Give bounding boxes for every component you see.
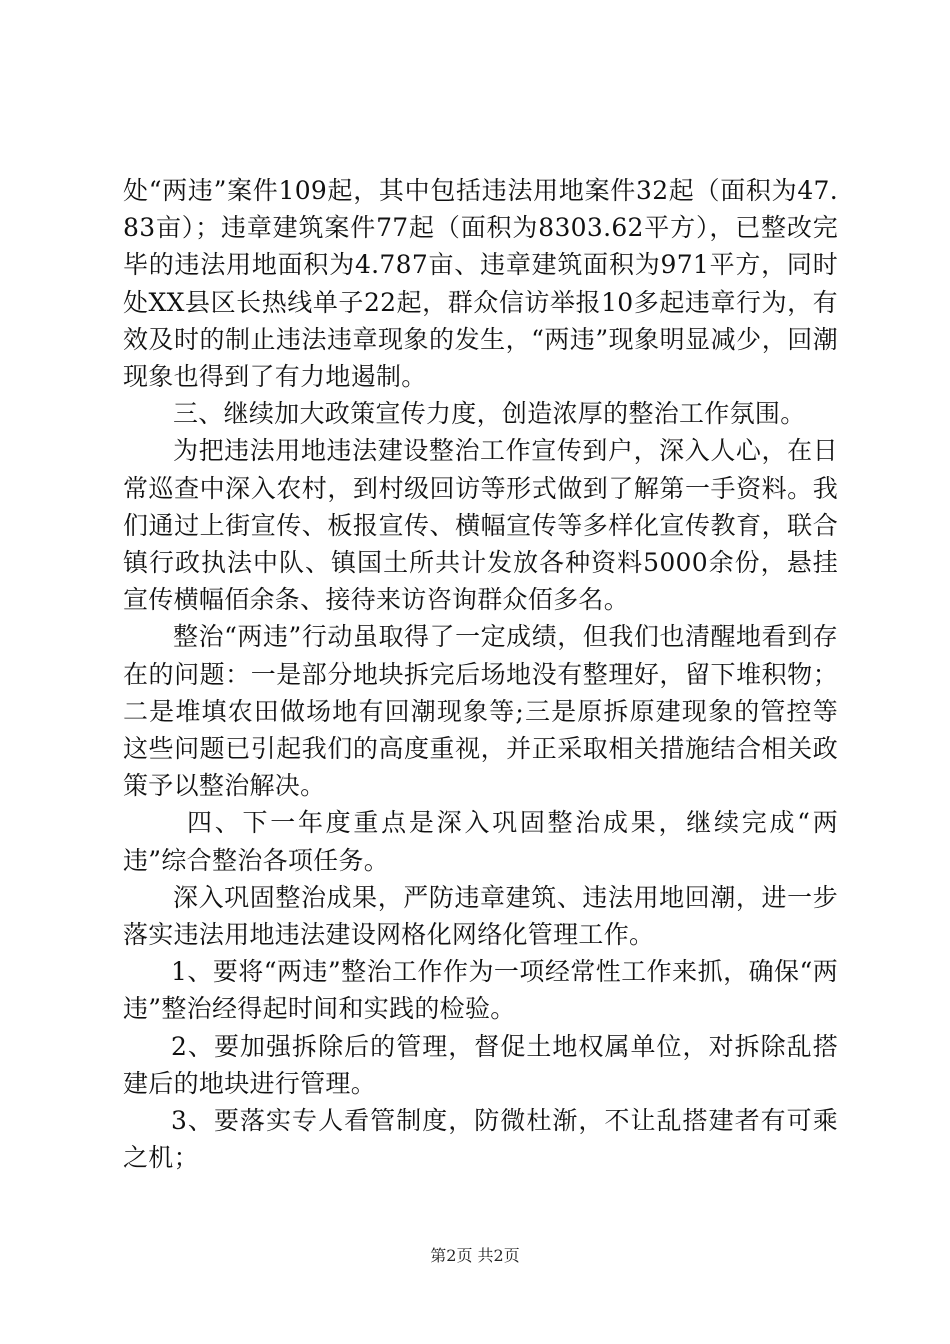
paragraph-heading-publicity: 三、继续加大政策宣传力度，创造浓厚的整治工作氛围。 [173, 399, 806, 429]
document-body [123, 172, 838, 1176]
paragraph-item-3: 3、要落实专人看管制度，防微杜渐，不让乱搭建者有可乘之机； [123, 1106, 838, 1173]
paragraph-item-1: 1、要将“两违”整治工作作为一项经常性工作来抓，确保“两违”整治经得起时间和实践的检验。 [123, 957, 838, 1024]
paragraph-item-2: 2、要加强拆除后的管理，督促土地权属单位，对拆除乱搭建后的地块进行管理。 [123, 1031, 838, 1098]
paragraph-case-statistics: 处“两违”案件109起，其中包括违法用地案件32起（面积为47.83亩）；违章建筑案件77起（面积为8303.62平方），已整改完毕的违法用地面积为4.787亩、违章建筑面积为971平方，同时处XX县区长热线单子22起，群众信访举报10多起违章行为，有效及时的制止违法违章现象的发生，“两违”现象明显减少，回潮现象也得到了有力地遏制。 [123, 176, 838, 392]
paragraph-problems: 整治“两违”行动虽取得了一定成绩，但我们也清醒地看到存在的问题：一是部分地块拆完后场地没有整理好，留下堆积物；二是堆填农田做场地有回潮现象等;三是原拆原建现象的管控等这些问题已引起我们的高度重视，并正采取相关措施结合相关政策予以整治解决。 [123, 622, 838, 801]
paragraph-heading-next-year: 四、下一年度重点是深入巩固整治成果，继续完成“两违”综合整治各项任务。 [123, 808, 838, 875]
paragraph-publicity-details: 为把违法用地违法建设整治工作宣传到户，深入人心，在日常巡查中深入农村，到村级回访等形式做到了解第一手资料。我们通过上街宣传、板报宣传、横幅宣传等多样化宣传教育，联合镇行政执法中队、镇国土所共计发放各种资料5000余份，悬挂宣传横幅佰余条、接待来访咨询群众佰多名。 [123, 436, 838, 615]
paragraph-consolidate: 深入巩固整治成果，严防违章建筑、违法用地回潮，进一步落实违法用地违法建设网格化网络化管理工作。 [123, 882, 838, 950]
page-number-label: 第2页 共2页 [430, 1246, 520, 1265]
page-footer [0, 1246, 950, 1266]
